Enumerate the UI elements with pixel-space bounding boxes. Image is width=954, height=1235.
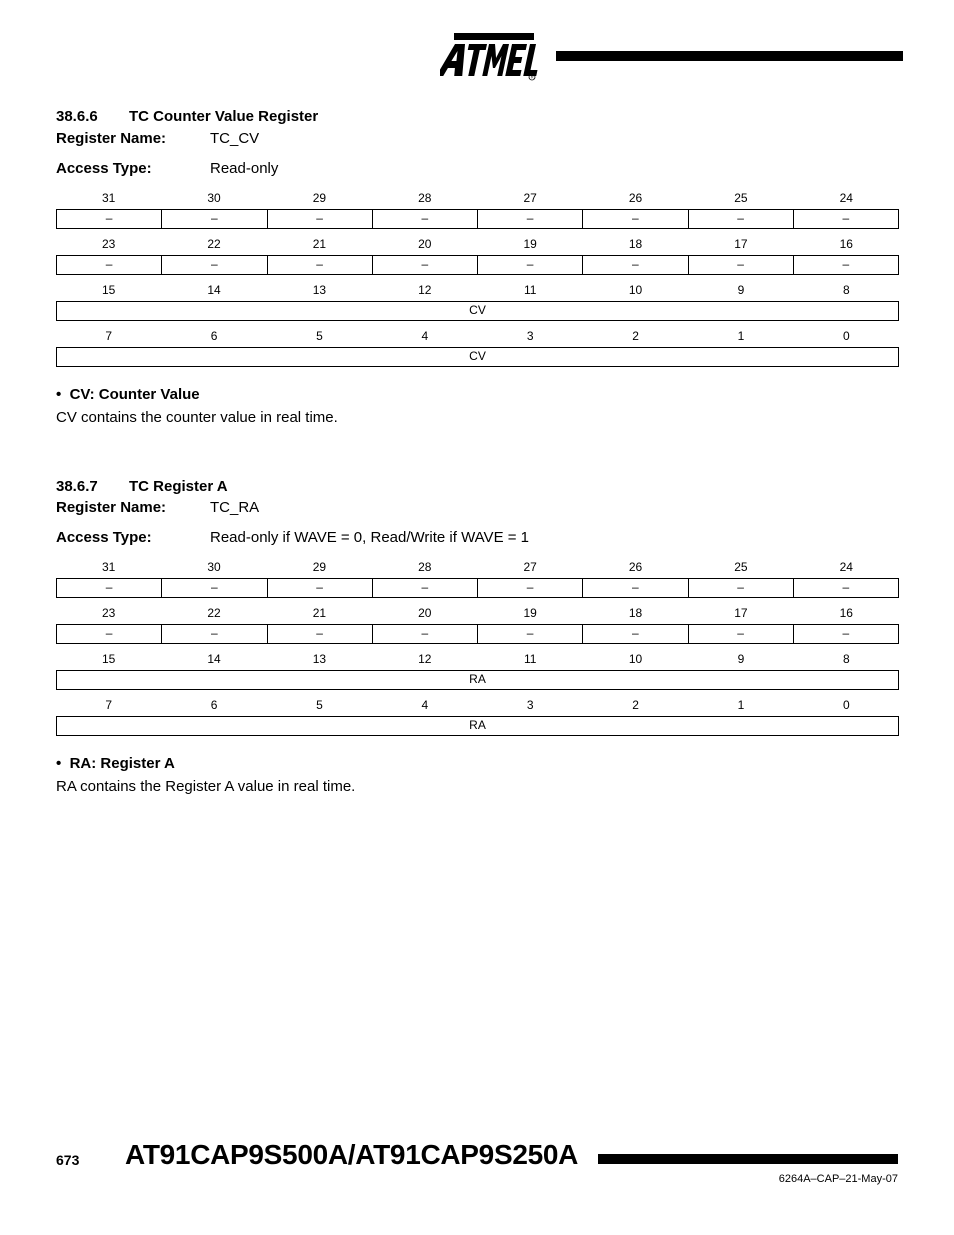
bit-field-cell: – (842, 580, 850, 594)
section-title-text: TC Counter Value Register (129, 108, 319, 125)
bit-field-cell: CV (469, 349, 486, 363)
bit-field-cell: – (478, 256, 583, 274)
bit-number: 29 (312, 560, 327, 574)
bit-field-cell: – (373, 210, 478, 228)
bit-field-cell: – (842, 626, 850, 640)
bit-field-cell: – (268, 256, 373, 274)
bit-number: 17 (734, 606, 748, 620)
bit-field-cell: – (478, 625, 583, 643)
bit-number: 31 (102, 191, 116, 205)
section-number: 38.6.7 (56, 478, 98, 495)
bit-number: 9 (737, 283, 745, 297)
field-description: RA contains the Register A value in real time. (56, 778, 356, 795)
bit-number-row (56, 236, 899, 252)
field-title-text: CV: Counter Value (69, 386, 200, 403)
bit-number: 26 (628, 560, 643, 574)
bit-field-cell: – (162, 625, 267, 643)
bit-field-cell: – (583, 256, 688, 274)
bit-number: 18 (628, 237, 643, 251)
access-type-label: Access Type: (56, 529, 152, 546)
bit-number: 14 (207, 652, 221, 666)
register-row (56, 190, 899, 229)
bit-number: 4 (421, 698, 429, 712)
bit-number: 27 (523, 560, 537, 574)
bit-number: 20 (418, 606, 432, 620)
bit-number: 21 (312, 237, 327, 251)
document-title: AT91CAP9S500A/AT91CAP9S250A (125, 1139, 579, 1170)
atmel-logo-icon (440, 30, 540, 82)
register-name-label: Register Name: (56, 130, 167, 147)
bit-number: 16 (839, 237, 853, 251)
access-type-value: Read-only if WAVE = 0, Read/Write if WAVE = 1 (210, 529, 530, 546)
bit-number: 30 (207, 560, 221, 574)
bit-number: 13 (312, 283, 327, 297)
bit-number: 14 (207, 283, 221, 297)
bit-number: 20 (418, 237, 432, 251)
bit-number: 5 (316, 698, 323, 712)
register-name-value: TC_CV (210, 130, 260, 147)
bit-field-cell: – (689, 579, 794, 597)
bit-field-cell: – (57, 256, 162, 274)
access-type-label: Access Type: (56, 160, 152, 177)
field-title: • RA: Register A (56, 755, 175, 772)
register-table (56, 190, 899, 374)
bit-number-row (56, 605, 899, 621)
section-title-text: TC Register A (129, 478, 228, 495)
bit-field-cell: – (689, 210, 794, 228)
bit-field-row (56, 624, 899, 644)
bit-field-cell: – (57, 210, 162, 228)
bit-field-cell: – (57, 625, 162, 643)
section-number: 38.6.6 (56, 108, 98, 125)
bit-field-cell: – (162, 579, 267, 597)
bit-field-cell: CV (469, 303, 486, 317)
bit-number: 11 (523, 283, 537, 297)
field-title-text: RA: Register A (69, 755, 175, 772)
bit-number: 1 (737, 329, 745, 343)
bit-field-cell: – (478, 210, 583, 228)
bit-field-row (56, 578, 899, 598)
svg-text:R: R (530, 74, 534, 80)
bit-number-row (56, 190, 899, 206)
bit-number: 2 (632, 329, 639, 343)
bit-field-row (56, 670, 899, 690)
register-name-value: TC_RA (210, 499, 260, 516)
bit-number: 27 (523, 191, 537, 205)
register-row (56, 328, 899, 367)
bit-number: 17 (734, 237, 748, 251)
bit-number: 22 (207, 606, 221, 620)
bit-number: 2 (632, 698, 639, 712)
register-row (56, 605, 899, 644)
bit-field-row (56, 347, 899, 367)
bit-number: 23 (102, 606, 116, 620)
bit-field-cell: RA (469, 718, 486, 732)
bit-number: 11 (523, 652, 537, 666)
bit-number: 4 (421, 329, 429, 343)
bit-field-cell: – (842, 257, 850, 271)
bit-number: 0 (842, 329, 850, 343)
bit-number: 8 (842, 283, 850, 297)
bit-number: 25 (734, 191, 748, 205)
bit-number: 7 (105, 698, 113, 712)
bit-number: 5 (316, 329, 323, 343)
footer-bar (598, 1154, 898, 1164)
bit-number: 21 (312, 606, 327, 620)
bit-number: 1 (737, 698, 745, 712)
bit-field-cell: RA (469, 672, 486, 686)
bit-number: 10 (628, 652, 643, 666)
bit-number: 16 (839, 606, 853, 620)
register-row (56, 651, 899, 690)
access-type-value: Read-only (210, 160, 279, 177)
bit-number: 25 (734, 560, 748, 574)
bit-number-row (56, 282, 899, 298)
bit-field-cell: – (583, 625, 688, 643)
bit-number: 23 (102, 237, 116, 251)
bit-number: 26 (628, 191, 643, 205)
bit-number: 18 (628, 606, 643, 620)
bit-number: 12 (418, 283, 432, 297)
bit-number: 9 (737, 652, 745, 666)
bit-number: 3 (526, 329, 534, 343)
bit-number: 28 (418, 191, 432, 205)
bit-field-cell: – (478, 579, 583, 597)
bit-field-cell: – (268, 210, 373, 228)
bit-number: 12 (418, 652, 432, 666)
bit-number-row (56, 697, 899, 713)
bit-field-cell: – (583, 210, 688, 228)
bit-field-cell: – (162, 256, 267, 274)
bit-number: 24 (839, 560, 853, 574)
bit-field-row (56, 255, 899, 275)
bit-number: 6 (210, 698, 218, 712)
section-title (56, 108, 318, 125)
bit-field-cell: – (268, 625, 373, 643)
bit-field-cell: – (57, 579, 162, 597)
bit-number: 8 (842, 652, 850, 666)
bit-number: 28 (418, 560, 432, 574)
bit-number-row (56, 651, 899, 667)
register-table (56, 559, 899, 743)
field-title: • CV: Counter Value (56, 386, 200, 403)
register-row (56, 282, 899, 321)
bit-field-cell: – (373, 256, 478, 274)
bit-field-cell: – (373, 579, 478, 597)
bit-number: 24 (839, 191, 853, 205)
bit-number: 15 (102, 283, 116, 297)
document-code: 6264A–CAP–21-May-07 (778, 1173, 898, 1185)
bit-field-cell: – (583, 579, 688, 597)
bit-field-cell: – (373, 625, 478, 643)
bit-number: 7 (105, 329, 113, 343)
field-description: CV contains the counter value in real time. (56, 409, 338, 426)
bit-field-cell: – (689, 256, 794, 274)
bit-field-cell: – (268, 579, 373, 597)
bit-number-row (56, 559, 899, 575)
register-row (56, 559, 899, 598)
bit-number: 29 (312, 191, 327, 205)
register-row (56, 236, 899, 275)
bit-field-row (56, 716, 899, 736)
bit-field-row (56, 209, 899, 229)
bit-number: 19 (523, 606, 537, 620)
bit-number: 30 (207, 191, 221, 205)
page-number: 673 (56, 1152, 80, 1168)
bit-number: 19 (523, 237, 537, 251)
bit-number: 31 (102, 560, 116, 574)
bit-field-row (56, 301, 899, 321)
register-name-label: Register Name: (56, 499, 167, 516)
bit-field-cell: – (842, 211, 850, 225)
bit-field-cell: – (689, 625, 794, 643)
header-bar (556, 51, 903, 61)
bit-number: 3 (526, 698, 534, 712)
bit-number: 22 (207, 237, 221, 251)
bit-number: 6 (210, 329, 218, 343)
bit-number: 13 (312, 652, 327, 666)
bit-number: 15 (102, 652, 116, 666)
bit-field-cell: – (162, 210, 267, 228)
register-row (56, 697, 899, 736)
bit-number: 0 (842, 698, 850, 712)
bit-number: 10 (628, 283, 643, 297)
section-title (56, 478, 228, 495)
bit-number-row (56, 328, 899, 344)
